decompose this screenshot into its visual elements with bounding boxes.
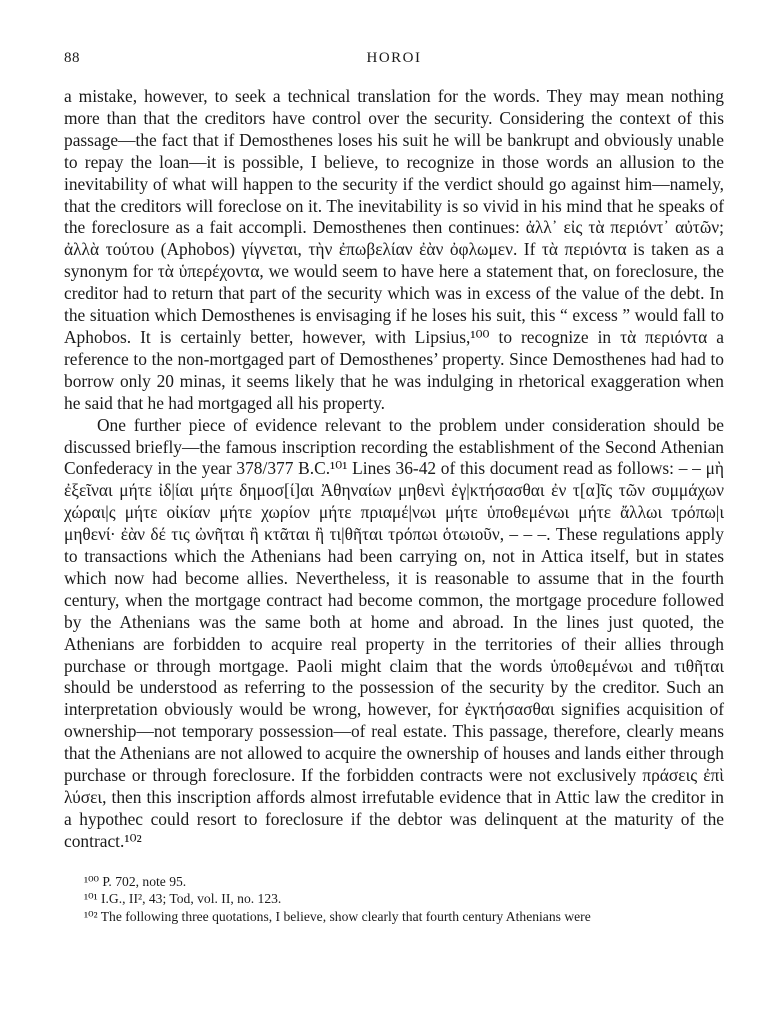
- page-number: 88: [64, 50, 80, 66]
- paragraph-confederacy-inscription: One further piece of evidence relevant to the problem under consideration should be discussed briefly—the famous inscription recording the establishment of the Second Athenian Confederacy in the year 378/377 B.C.¹⁰¹ Lines 36-42 of this document read as follows: – – μὴ ἐξεῖναι μήτε ἰδ|ίαι μήτε δημοσ[ί]αι Ἀθηναίων μηθενὶ ἐγ|κτήσασθαι ἐν τ[α]ῖς τῶν συμμάχων χώραι|ς μήτε οἰκίαν μήτε χωρίον μήτε πριαμέ|νωι μήτε ὑποθεμένωι μήτε ἄλλωι τρόπω|ι μηθενί· ἐὰν δέ τις ὠνῆται ἢ κτᾶται ἢ τι|θῆται τρόπωι ὁτωιοῦν, – – –. These regulations apply to transactions which the Athenians had been carrying on, not in Attica itself, but in states which now had become allies. Nevertheless, it is reasonable to assume that in the fourth century, when the mortgage contract had become common, the mortgage procedure followed by the Athenians was the same both at home and abroad. In the lines just quoted, the Athenians are forbidden to acquire real property in the territories of their allies through purchase or through mortgage. Paoli might claim that the words ὑποθεμένωι and τιθῆται should be understood as referring to the possession of the security by the creditor. Such an interpretation obviously would be wrong, however, for ἐγκτήσασθαι signifies acquisition of ownership—not temporary possession—of real estate. This passage, therefore, clearly means that the Athenians are not allowed to acquire the ownership of houses and lands either through purchase or through foreclosure. If the forbidden contracts were not exclusively πράσεις ἐπὶ λύσει, then this inscription affords almost irrefutable evidence that in Attic law the creditor in a hypothec could resort to foreclosure if the debtor was delinquent at the maturity of the contract.¹⁰²: [64, 414, 724, 851]
- book-page: [64, 50, 724, 925]
- running-title: HOROI: [366, 50, 422, 66]
- body-text: [64, 86, 724, 853]
- running-head: [64, 50, 724, 74]
- footnotes: [64, 873, 724, 926]
- footnote-101: ¹⁰¹ I.G., II², 43; Tod, vol. II, no. 123.: [84, 891, 282, 907]
- paragraph-continued: a mistake, however, to seek a technical translation for the words. They may mean nothing more than that the creditors have control over the security. Considering the context of this passage—the fact that if Demosthenes loses his suit he will be bankrupt and obviously unable to repay the loan—it is possible, I believe, to recognize in those words an allusion to the inevitability of what will happen to the security if the verdict should go against him—namely, that the creditors will foreclose on it. The inevitability is so vivid in his mind that he speaks of the foreclosure as a fait accompli. Demosthenes then continues: ἀλλ᾽ εἰς τὰ περιόντ᾽ αὐτῶν; ἀλλὰ τούτου (Aphobos) γίγνεται, τὴν ἐπωβελίαν ἐὰν ὀφλωμεν. If τὰ περιόντα is taken as a synonym for τὰ ὑπερέχοντα, we would seem to have here a statement that, on foreclosure, the creditor had to return that part of the security which was in excess of the value of the debt. In the situation which Demosthenes is envisaging if he loses his suit, this “ excess ” would fall to Aphobos. It is certainly better, however, with Lipsius,¹⁰⁰ to recognize in τὰ περιόντα a reference to the non-mortgaged part of Demosthenes’ property. Since Demosthenes had had to borrow only 20 minas, it seems likely that he was indulging in rhetorical exaggeration when he said that he had mortgaged all his property.: [64, 86, 724, 413]
- footnote-100: ¹⁰⁰ P. 702, note 95.: [84, 873, 187, 889]
- footnote-102: ¹⁰² The following three quotations, I believe, show clearly that fourth century Athenians were: [84, 908, 591, 924]
